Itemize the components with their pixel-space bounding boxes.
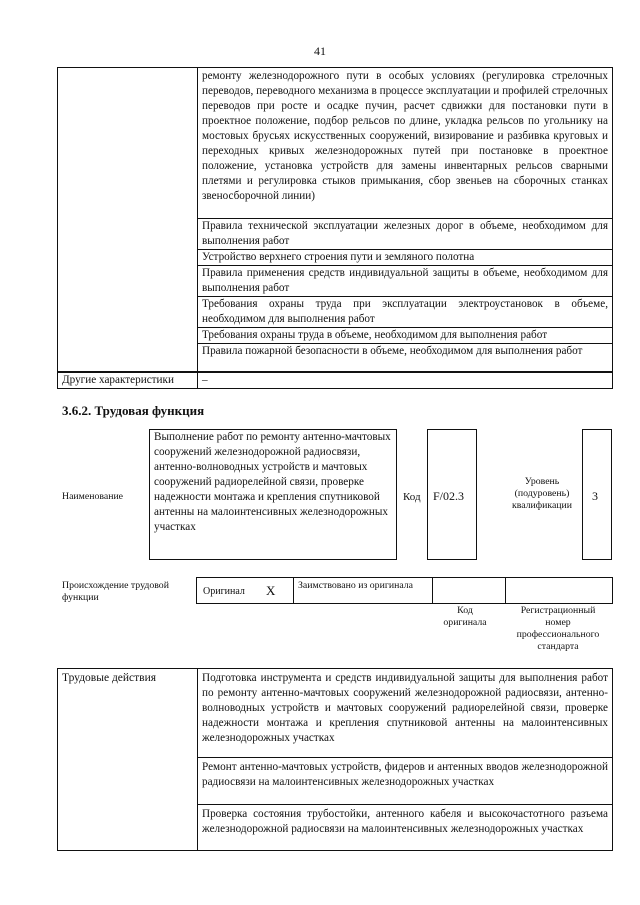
table-cell [197,218,613,250]
origin-label: Происхождение трудовой функции [62,580,169,603]
name-label: Наименование [62,491,124,502]
section-heading: 3.6.2. Трудовая функция [62,403,205,418]
actions-label-cell [57,668,198,851]
page-number: 41 [314,44,326,58]
cell-text: Правила пожарной безопасности в объеме, необходимом для выполнения работ [202,345,583,357]
cell-text: Требования охраны труда при эксплуатации электроустановок в объеме, необходимом для выполнения работ [202,298,608,325]
divider [432,578,433,603]
table-cell [197,327,613,344]
code-value: F/02.3 [433,489,465,503]
code-original-label: Код оригинала [443,605,487,628]
other-value: – [202,374,208,386]
cell-text: Требования охраны труда в объеме, необходимом для выполнения работ [202,329,548,341]
table-cell [197,296,613,328]
table-cell [197,343,613,373]
registration-number-label: Регистрационный номер профессионального стандарта [516,605,600,652]
divider [505,578,506,603]
other-value-cell [197,372,613,389]
table-cell [197,265,613,297]
cell-text: Подготовка инструмента и средств индивидуальной защиты для выполнения работ по ремонту антенно-мачтовых сооружений железнодорожной радиосвязи, антенно-волноводных устройств и мачтовых сооружений радиорелейной связи, проверке надежности монтажа и крепления спутниковой антенны на малоинтенсивных железнодорожных участках [202,672,608,744]
cell-text: Правила применения средств индивидуальной защиты в объеме, необходимом для выполнения работ [202,267,608,294]
cell-text: Правила технической эксплуатации железных дорог в объеме, необходимом для выполнения работ [202,220,608,247]
table-cell [197,668,613,758]
table-cell [197,249,613,266]
cell-text: Проверка состояния трубостойки, антенного кабеля и высокочастотного разъема железнодорожной радиосвязи на малоинтенсивных железнодорожных участках [202,808,608,835]
cell-text: ремонту железнодорожного пути в особых условиях (регулировка стрелочных переводов, переводного механизма в процессе эксплуатации и профилей стрелочных переводов при росте и осадке пучин, расчет сдвижки для постановки пути в проектное положение, подбор рельсов по длине, укладка рельсов по угольнику на мостовых брусьях искусственных сооружений, визирование и разбивка круговых и переходных кривых железнодорожных путей при постановке в проектное положение, установка устройств для замены инвентарных рельсов сварными плетями и регулировка стыков примыкания, сбор звеньев на сборочных станках звеносборочной линии) [202,70,608,202]
table-cell [197,67,613,219]
divider [293,578,294,603]
cell-text: Ремонт антенно-мачтовых устройств, фидеров и антенных вводов железнодорожной радиосвязи на малоинтенсивных железнодорожных участках [202,761,608,788]
borrowed-label: Заимствовано из оригинала [298,580,413,591]
qualification-level-value: 3 [592,489,598,503]
table-cell [197,804,613,851]
other-label: Другие характеристики [62,374,174,386]
function-name: Выполнение работ по ремонту антенно-мачтовых сооружений железнодорожной радиосвязи, антенно-волноводных устройств и мачтовых сооружений радиорелейной связи, проверке надежности монтажа и крепления спутниковой антенны на малоинтенсивных железнодорожных участках [154,431,391,533]
actions-label: Трудовые действия [62,672,157,684]
qualification-level-label: Уровень (подуровень) квалификации [511,476,573,511]
original-mark: X [266,583,276,598]
code-label: Код [403,491,421,503]
other-label-cell [57,372,198,389]
table-cell [197,757,613,805]
function-name-box [149,429,397,560]
original-label: Оригинал [203,586,245,597]
cell-text: Устройство верхнего строения пути и земляного полотна [202,251,475,263]
